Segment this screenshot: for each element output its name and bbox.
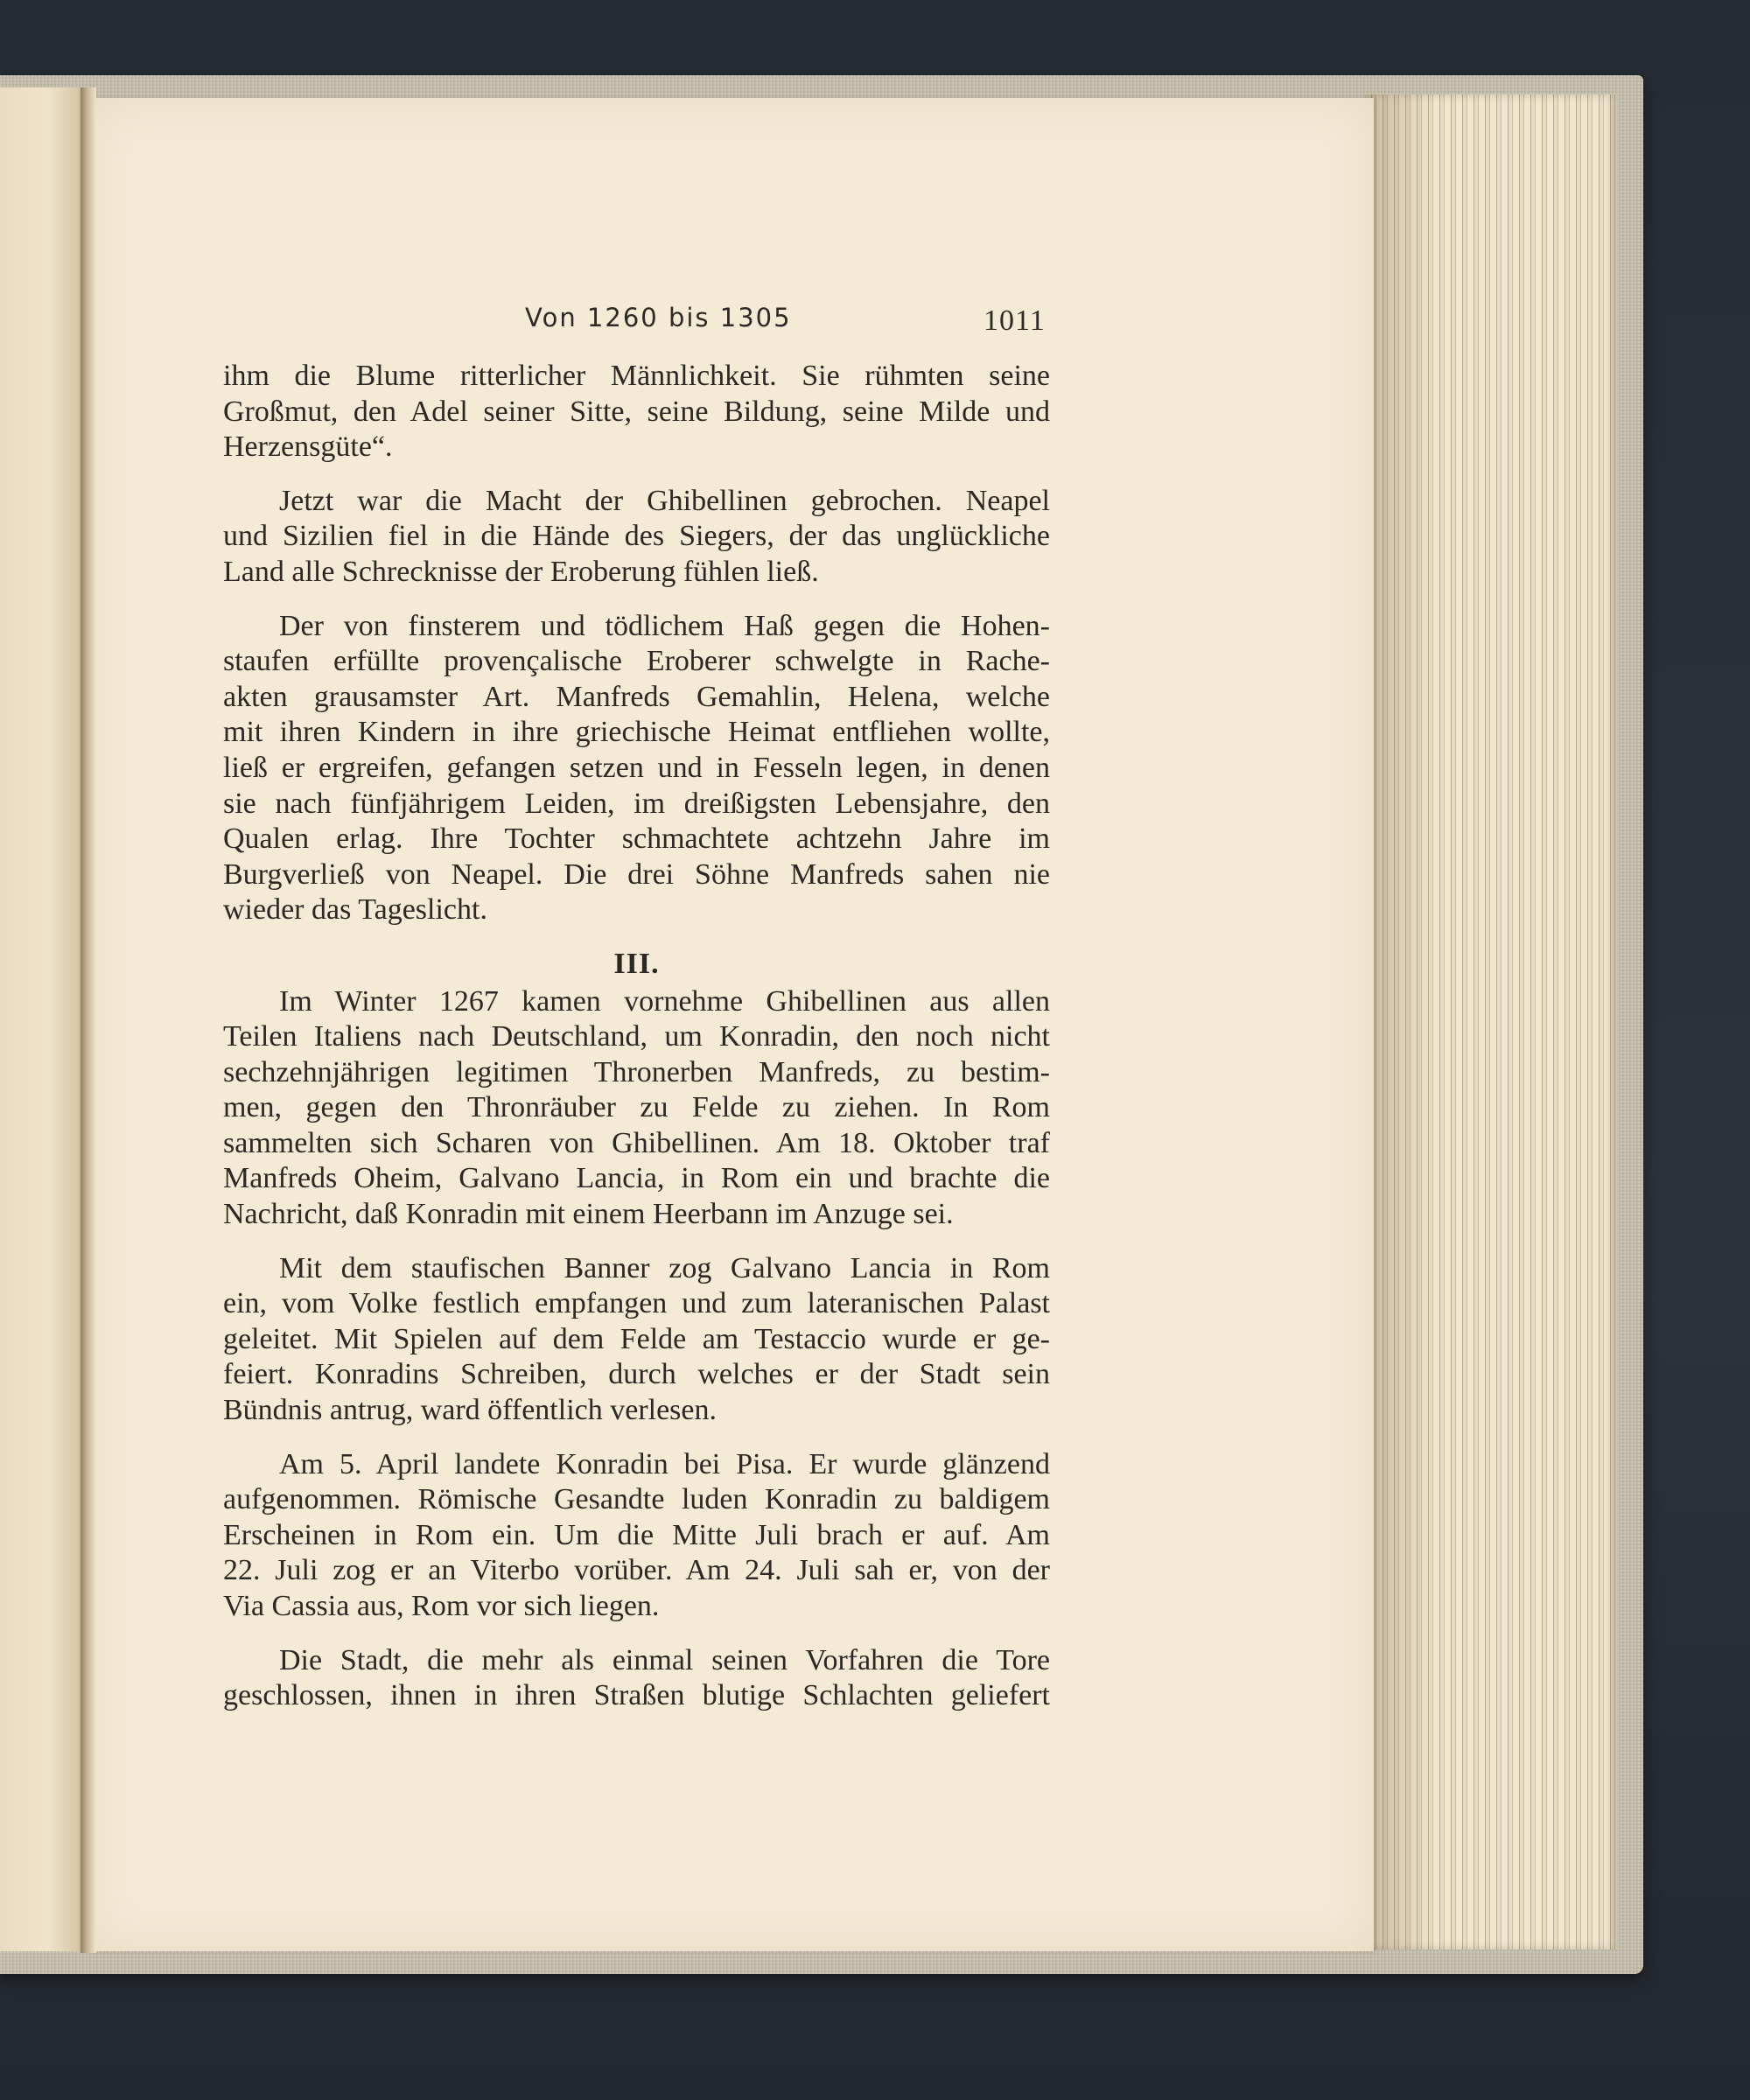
paragraph xyxy=(223,609,1050,928)
text-line: Der von finsterem und tödlichem Haß gegen die Hohen- xyxy=(279,609,1050,642)
paragraph xyxy=(223,1447,1050,1625)
text-line: mit ihren Kindern in ihre griechische Heimat entfliehen wollte, xyxy=(223,716,1050,749)
text-line: men, gegen den Thronräuber zu Felde zu ziehen. In Rom xyxy=(223,1091,1050,1124)
text-line: Via Cassia aus, Rom vor sich liegen. xyxy=(223,1590,660,1622)
running-head: Von 1260 bis 1305 xyxy=(525,303,792,332)
section-heading: III. xyxy=(613,947,660,980)
text-line: Im Winter 1267 kamen vornehme Ghibellinen aus allen xyxy=(279,984,1050,1018)
text-line: Burgverließ von Neapel. Die drei Söhne Manfreds sahen nie xyxy=(223,858,1050,891)
text-line: feiert. Konradins Schreiben, durch welches er der Stadt sein xyxy=(223,1358,1050,1391)
text-line: staufen erfüllte provençalische Eroberer schwelgte in Rache- xyxy=(223,645,1050,678)
page-edge-shadow xyxy=(1365,94,1435,1950)
text-line: ein, vom Volke festlich empfangen und zum lateranischen Palast xyxy=(223,1287,1050,1320)
text-line: Qualen erlag. Ihre Tochter schmachtete achtzehn Jahre im xyxy=(223,822,1050,856)
text-line: akten grausamster Art. Manfreds Gemahlin, Helena, welche xyxy=(223,680,1050,713)
text-line: Erscheinen in Rom ein. Um die Mitte Juli brach er auf. Am xyxy=(223,1518,1050,1551)
text-line: Teilen Italiens nach Deutschland, um Konradin, den noch nicht xyxy=(223,1020,1050,1054)
text-line: Mit dem staufischen Banner zog Galvano Lancia in Rom xyxy=(279,1251,1050,1284)
text-line: 22. Juli zog er an Viterbo vorüber. Am 24. Juli sah er, von der xyxy=(223,1554,1050,1587)
text-line: aufgenommen. Römische Gesandte luden Konradin zu baldigem xyxy=(223,1483,1050,1516)
book-gutter xyxy=(80,88,96,1953)
paragraph xyxy=(223,484,1050,591)
text-line: ließ er ergreifen, gefangen setzen und in Fesseln legen, in denen xyxy=(223,751,1050,784)
text-line: geleitet. Mit Spielen auf dem Felde am Testaccio wurde er ge- xyxy=(223,1322,1050,1355)
text-line: Großmut, den Adel seiner Sitte, seine Bildung, seine Milde und xyxy=(223,395,1050,428)
text-line: und Sizilien fiel in die Hände des Siegers, der das unglückliche xyxy=(223,520,1050,553)
text-line: wieder das Tageslicht. xyxy=(223,893,487,927)
text-line: Herzensgüte“. xyxy=(223,430,393,464)
text-line: Am 5. April landete Konradin bei Pisa. Er wurde glänzend xyxy=(279,1447,1050,1480)
text-line: Manfreds Oheim, Galvano Lancia, in Rom ein und brachte die xyxy=(223,1162,1050,1195)
text-line: Bündnis antrug, ward öffentlich verlesen. xyxy=(223,1394,718,1427)
text-line: sammelten sich Scharen von Ghibellinen. Am 18. Oktober traf xyxy=(223,1126,1050,1159)
text-line: sechzehnjährigen legitimen Thronerben Manfreds, zu bestim- xyxy=(223,1055,1050,1088)
page-number: 1011 xyxy=(984,304,1046,337)
page-body-text xyxy=(223,359,1050,1732)
paragraph xyxy=(223,984,1050,1233)
paragraph xyxy=(223,359,1050,466)
facing-page-edge xyxy=(0,88,88,1951)
paragraph xyxy=(223,1251,1050,1429)
paragraph xyxy=(223,1643,1050,1714)
text-line: Jetzt war die Macht der Ghibellinen gebrochen. Neapel xyxy=(279,484,1050,517)
text-line: Land alle Schrecknisse der Eroberung fühlen ließ. xyxy=(223,555,819,588)
text-line: Die Stadt, die mehr als einmal seinen Vorfahren die Tore xyxy=(279,1643,1050,1676)
text-line: ihm die Blume ritterlicher Männlichkeit. Sie rühmten seine xyxy=(223,360,1050,392)
text-line: Nachricht, daß Konradin mit einem Heerbann im Anzuge sei. xyxy=(223,1198,954,1231)
text-line: geschlossen, ihnen in ihren Straßen blutige Schlachten geliefert xyxy=(223,1679,1050,1712)
text-line: sie nach fünfjährigem Leiden, im dreißigsten Lebensjahre, den xyxy=(223,787,1050,820)
